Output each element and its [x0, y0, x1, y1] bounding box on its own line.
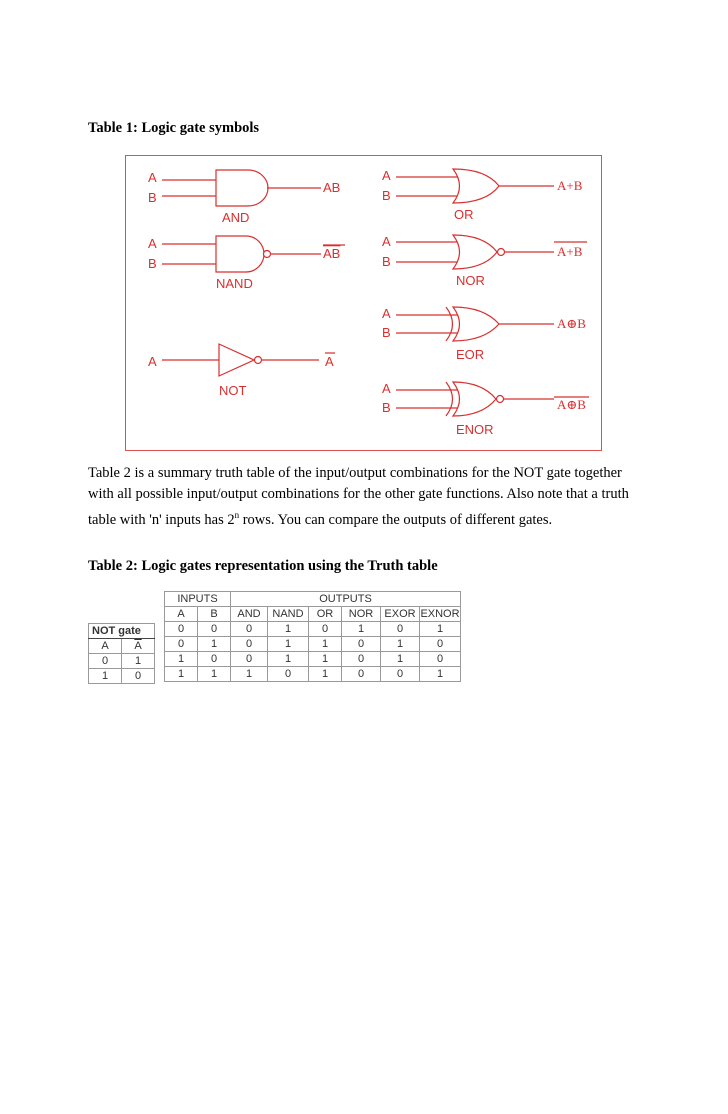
table-cell: 1 [268, 652, 309, 667]
table-cell: 0 [231, 637, 268, 652]
enor-gate-label: ENOR [456, 422, 494, 437]
table-cell: 1 [268, 622, 309, 637]
table-cell: 0 [381, 622, 420, 637]
table-cell: 1 [381, 652, 420, 667]
logic-gate-symbols-figure [125, 155, 602, 451]
table2-caption: Table 2: Logic gates representation using the Truth table [88, 558, 438, 574]
nand-output-label: AB [323, 246, 341, 261]
not-gate-truth-table [88, 623, 155, 684]
table-cell: 1 [342, 622, 381, 637]
enor-input-b: B [382, 400, 391, 415]
table-cell: 1 [165, 652, 198, 667]
table-cell: 0 [420, 652, 461, 667]
table-cell: 0 [198, 652, 231, 667]
table-cell: 1 [122, 654, 155, 669]
column-header-nand: NAND [268, 607, 309, 622]
and-input-a: A [148, 170, 157, 185]
column-header-nor: NOR [342, 607, 381, 622]
table-cell: 1 [309, 667, 342, 682]
not-gate-symbol [148, 344, 335, 398]
table-row [89, 669, 155, 684]
column-header-and: AND [231, 607, 268, 622]
enor-gate-symbol [382, 381, 589, 437]
table-cell: 1 [420, 667, 461, 682]
or-output-label: A+B [557, 178, 583, 193]
table-cell: 1 [420, 622, 461, 637]
paragraph-text-part1: Table 2 is a summary truth table of the input/output combinations for the NOT gate together with all possible input/output combinations for the other gate functions. Also note that a truth table with 'n' inputs has 2 [88, 465, 629, 528]
and-gate-label: AND [222, 210, 250, 225]
outputs-group-header: OUTPUTS [231, 592, 461, 607]
table-cell: 0 [342, 667, 381, 682]
nand-input-b: B [148, 256, 157, 271]
column-header-a: A [165, 607, 198, 622]
nor-output-label: A+B [557, 244, 583, 259]
table-cell: 1 [309, 637, 342, 652]
eor-output-label: A⊕B [557, 316, 586, 331]
eor-gate-label: EOR [456, 347, 485, 362]
or-gate-symbol [382, 168, 583, 222]
table-cell: 0 [342, 637, 381, 652]
nand-gate-symbol [148, 236, 345, 291]
table-row [165, 637, 461, 652]
column-header-or: OR [309, 607, 342, 622]
eor-input-b: B [382, 325, 391, 340]
table-cell: 1 [381, 637, 420, 652]
table-cell: 1 [198, 667, 231, 682]
not-input-a: A [148, 354, 157, 369]
table-cell: 1 [268, 637, 309, 652]
not-table-title: NOT gate [89, 624, 155, 639]
not-gate-label: NOT [219, 383, 247, 398]
table-cell: 0 [381, 667, 420, 682]
summary-paragraph [88, 463, 648, 531]
inputs-group-header: INPUTS [165, 592, 231, 607]
nor-input-b: B [382, 254, 391, 269]
header-row [165, 607, 461, 622]
table-cell: 0 [268, 667, 309, 682]
column-header-exnor: EXNOR [420, 608, 460, 620]
table-row [165, 652, 461, 667]
nor-gate-symbol [382, 234, 587, 288]
or-input-b: B [382, 188, 391, 203]
nor-input-a: A [382, 234, 391, 249]
eor-input-a: A [382, 306, 391, 321]
not-table-header-a: A [89, 639, 122, 654]
table-cell: 0 [165, 637, 198, 652]
column-header-b: B [198, 607, 231, 622]
table-row [165, 622, 461, 637]
eor-gate-symbol [382, 306, 586, 362]
enor-input-a: A [382, 381, 391, 396]
table-row [89, 654, 155, 669]
table-cell: 0 [231, 622, 268, 637]
table1-caption: Table 1: Logic gate symbols [88, 120, 260, 136]
table-cell: 1 [165, 667, 198, 682]
paragraph-text-part2: rows. You can compare the outputs of different gates. [239, 511, 553, 528]
enor-output-label: A⊕B [557, 397, 586, 412]
table-row [165, 667, 461, 682]
table-cell: 0 [420, 637, 461, 652]
table-cell: 0 [89, 654, 122, 669]
table-cell: 1 [309, 652, 342, 667]
and-output-label: AB [323, 180, 341, 195]
and-input-b: B [148, 190, 157, 205]
column-header-exor: EXOR [381, 607, 420, 622]
logic-gates-truth-table [164, 591, 461, 682]
table-cell: 0 [231, 652, 268, 667]
table-cell: 0 [122, 669, 155, 684]
and-gate-symbol [148, 170, 340, 225]
nor-gate-label: NOR [456, 273, 485, 288]
or-gate-label: OR [454, 207, 474, 222]
table-cell: 0 [165, 622, 198, 637]
table-cell: 0 [198, 622, 231, 637]
not-table-header-not-a: $\overline{A}$ [122, 639, 155, 654]
not-output-label: A [325, 354, 334, 369]
table-cell: 0 [309, 622, 342, 637]
table-cell: 0 [342, 652, 381, 667]
paragraph-superscript: n [234, 510, 240, 520]
table-cell: 1 [198, 637, 231, 652]
table-cell: 1 [231, 667, 268, 682]
table-cell: 1 [89, 669, 122, 684]
nand-gate-label: NAND [216, 276, 253, 291]
nand-input-a: A [148, 236, 157, 251]
or-input-a: A [382, 168, 391, 183]
